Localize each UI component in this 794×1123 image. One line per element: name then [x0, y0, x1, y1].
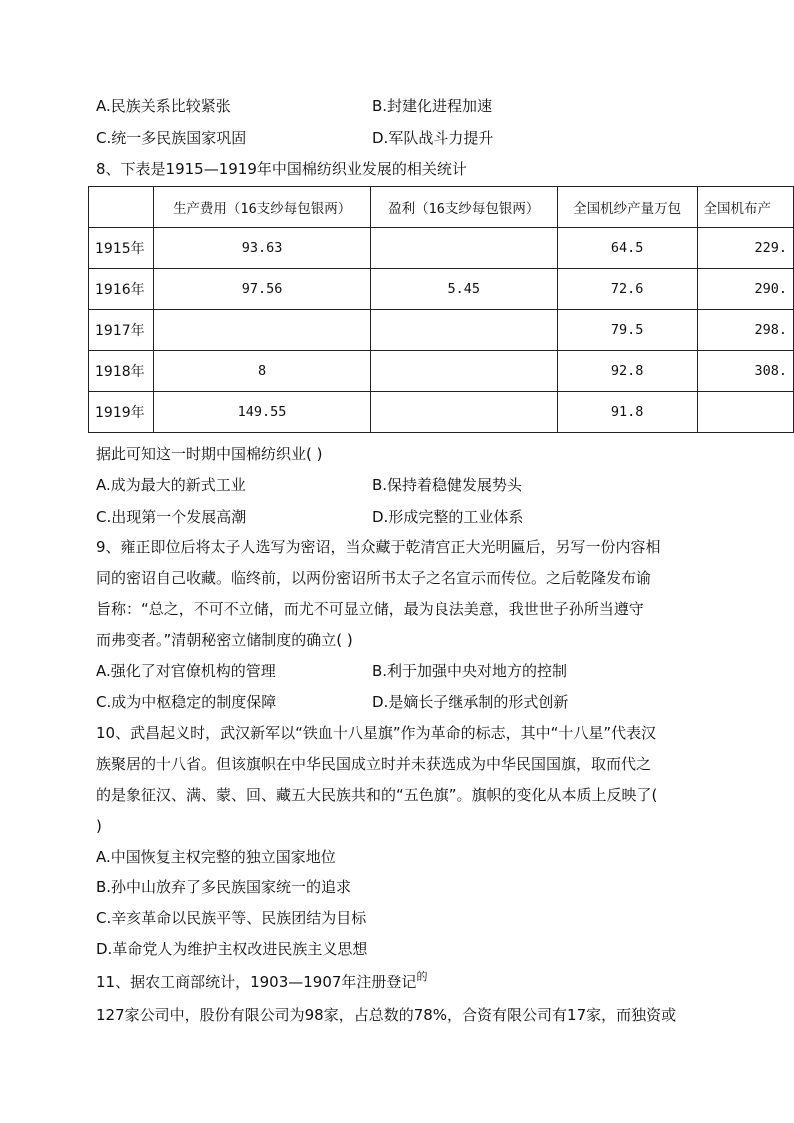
q10-text-line: ): [96, 817, 102, 835]
table-row: [89, 228, 794, 269]
table-cell: 97.56: [154, 269, 370, 310]
table-cell: 290.: [697, 269, 794, 310]
q8-option-a[interactable]: A.成为最大的新式工业: [96, 476, 246, 494]
q8-option-c[interactable]: C.出现第一个发展高潮: [96, 508, 247, 526]
table-cell: 149.55: [154, 392, 370, 433]
q11-text-line: 127家公司中，股份有限公司为98家，占总数的78%，合资有限公司有17家，而独资或: [96, 1006, 677, 1024]
table-cell: 91.8: [557, 392, 697, 433]
q9-option-d[interactable]: D.是嫡长子继承制的形式创新: [372, 693, 569, 711]
table-header-cell: 生产费用（16支纱每包银两）: [154, 187, 370, 228]
table-header-cell: [89, 187, 154, 228]
table-cell: [370, 228, 557, 269]
table-cell: 8: [154, 351, 370, 392]
q7-option-a[interactable]: A.民族关系比较紧张: [96, 97, 231, 115]
q9-option-b[interactable]: B.利于加强中央对地方的控制: [372, 662, 568, 680]
table-cell: [697, 392, 794, 433]
q10-option-d[interactable]: D.革命党人为维护主权改进民族主义思想: [96, 940, 368, 958]
table-cell-year: 1917年: [89, 310, 154, 351]
q10-option-b[interactable]: B.孙中山放弃了多民族国家统一的追求: [96, 878, 352, 896]
q7-options-row-2: [96, 128, 736, 148]
table-cell: 229.: [697, 228, 794, 269]
table-cell: [154, 310, 370, 351]
q10-text-line: 族聚居的十八省。但该旗帜在中华民国成立时并未获选成为中华民国国旗，取而代之: [96, 755, 652, 773]
table-row: [89, 392, 794, 433]
table-cell-year: 1919年: [89, 392, 154, 433]
table-cell-year: 1915年: [89, 228, 154, 269]
table-cell: 64.5: [557, 228, 697, 269]
table-cell: 308.: [697, 351, 794, 392]
q7-options-row-1: [96, 96, 736, 116]
table-cell: [370, 392, 557, 433]
q7-option-c[interactable]: C.统一多民族国家巩固: [96, 129, 247, 147]
q11-text-line: [96, 972, 427, 994]
table-cell: 79.5: [557, 310, 697, 351]
table-cell-year: 1918年: [89, 351, 154, 392]
table-header-cell: 盈利（16支纱每包银两）: [370, 187, 557, 228]
table-row: [89, 310, 794, 351]
table-row: [89, 269, 794, 310]
q9-option-a[interactable]: A.强化了对官僚机构的管理: [96, 662, 276, 680]
table-header-cell: 全国机纱产量万包: [557, 187, 697, 228]
table-header-row: [89, 187, 794, 228]
q9-text-line: 而弗变者。”清朝秘密立储制度的确立( ): [96, 631, 353, 649]
q8-option-d[interactable]: D.形成完整的工业体系: [372, 508, 524, 526]
table-cell: 92.8: [557, 351, 697, 392]
table-cell: [370, 351, 557, 392]
q10-option-c[interactable]: C.辛亥革命以民族平等、民族团结为目标: [96, 909, 367, 927]
q8-stem: 8、下表是1915—1919年中国棉纺织业发展的相关统计: [96, 160, 467, 178]
q9-options-row-2: [96, 692, 736, 712]
q9-text-line: 同的密诏自己收藏。临终前，以两份密诏所书太子之名宣示而传位。之后乾隆发布谕: [96, 569, 652, 587]
q8-options-row-2: [96, 507, 736, 527]
q10-option-a[interactable]: A.中国恢复主权完整的独立国家地位: [96, 848, 336, 866]
table-header-cell: 全国机布产: [697, 187, 794, 228]
table-cell: 72.6: [557, 269, 697, 310]
q8-options-row-1: [96, 475, 736, 495]
q7-option-b[interactable]: B.封建化进程加速: [372, 97, 493, 115]
q9-text-line: 旨称：“总之，不可不立储，而尤不可显立储，最为良法美意，我世世子孙所当遵守: [96, 600, 644, 618]
q11-line1-sup: 的: [416, 970, 428, 983]
table-cell-year: 1916年: [89, 269, 154, 310]
table-cell: 93.63: [154, 228, 370, 269]
table-cell: [370, 310, 557, 351]
q7-option-d[interactable]: D.军队战斗力提升: [372, 129, 494, 147]
q9-option-c[interactable]: C.成为中枢稳定的制度保障: [96, 693, 277, 711]
table-cell: 5.45: [370, 269, 557, 310]
q10-text-line: 的是象征汉、满、蒙、回、藏五大民族共和的“五色旗”。旗帜的变化从本质上反映了(: [96, 786, 658, 804]
q10-text-line: 10、武昌起义时，武汉新军以“铁血十八星旗”作为革命的标志，其中“十八星”代表汉: [96, 724, 657, 742]
q9-options-row-1: [96, 661, 736, 681]
q8-question: 据此可知这一时期中国棉纺织业( ): [96, 445, 323, 463]
table-row: [89, 351, 794, 392]
q11-line1-text: 11、据农工商部统计，1903—1907年注册登记: [96, 973, 417, 991]
cotton-industry-table: [88, 186, 794, 433]
q8-option-b[interactable]: B.保持着稳健发展势头: [372, 476, 523, 494]
q9-text-line: 9、雍正即位后将太子人选写为密诏，当众藏于乾清宫正大光明匾后，另写一份内容相: [96, 538, 661, 556]
table-cell: 298.: [697, 310, 794, 351]
